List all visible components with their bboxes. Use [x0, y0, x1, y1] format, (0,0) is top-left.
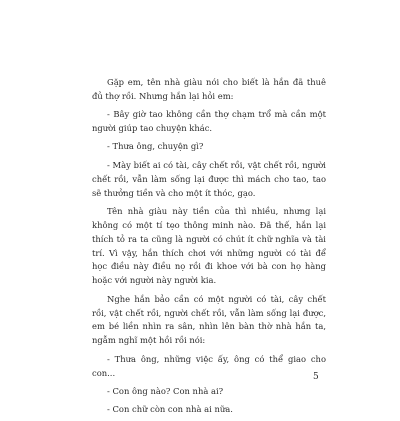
paragraph-narration: Tên nhà giàu này tiền của thì nhiều, nhưng lại không có một tí tẹo thông minh nào. Đã thế, hắn lại thích tỏ ra ta cũng là người có chút ít chữ nghĩa và tài trí. Vì vậy, hắn thích chơi với những người có tài để học điều này điều nọ rồi đi khoe với bà con họ hàng hoặc với người này người kia.	[92, 205, 326, 286]
paragraph-dialog: - Thưa ông, chuyện gì?	[107, 141, 204, 152]
body-text	[92, 76, 326, 421]
paragraph-dialog: - Con ông nào? Con nhà ai?	[107, 385, 224, 396]
paragraph-dialog: - Thưa ông, những việc ấy, ông có thể giao cho con...	[92, 353, 326, 378]
paragraph-dialog: - Bây giờ tao không cần thợ chạm trổ mà cần một người giúp tao chuyện khác.	[92, 109, 326, 134]
paragraph-dialog: - Mày biết ai có tài, cây chết rồi, vật chết rồi, người chết rồi, vẫn làm sống lại được thì mách cho tao, tao sẽ thưởng tiền và cho một ít thóc, gạo.	[92, 159, 326, 198]
paragraph-intro: Gặp em, tên nhà giàu nói cho biết là hắn đã thuê đủ thợ rồi. Nhưng hắn lại hỏi em:	[92, 77, 326, 101]
paragraph-narration: Nghe hắn bảo cần có một người có tài, cây chết rồi, vật chết rồi, người chết rồi, vẫn làm sống lại được, em bé liền nhìn ra sân, nhìn lên bàn thờ nhà hắn ta, ngẫm nghĩ một hồi rồi nói:	[92, 293, 326, 346]
paragraph-dialog: - Con chữ còn con nhà ai nữa.	[107, 404, 233, 415]
page-number: 5	[313, 372, 319, 382]
